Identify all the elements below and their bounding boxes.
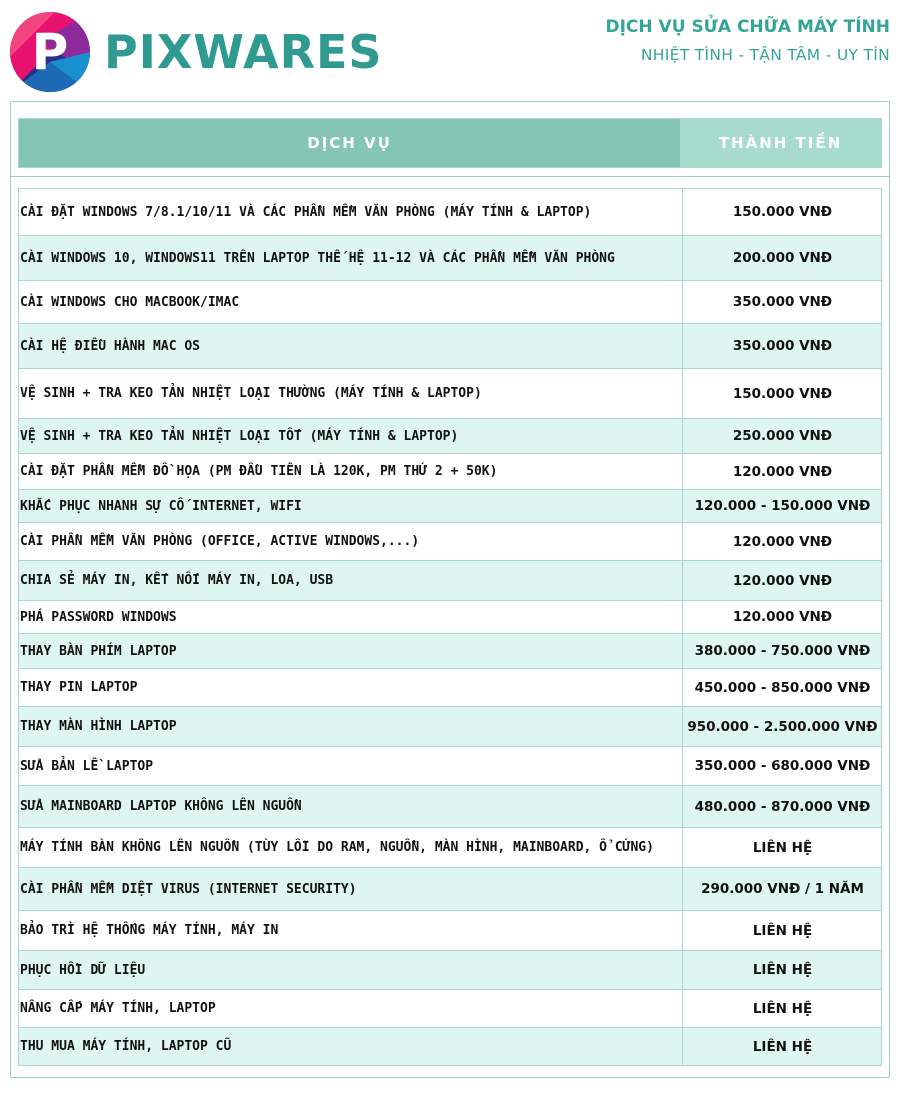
price-cell: LIÊN HỆ [683, 911, 882, 951]
price-cell: 350.000 VNĐ [683, 281, 882, 324]
price-cell: 290.000 VNĐ / 1 NĂM [683, 868, 882, 911]
service-cell: THAY BÀN PHÍM LAPTOP [19, 634, 683, 669]
price-cell: 120.000 VNĐ [683, 601, 882, 634]
table-row [19, 523, 882, 561]
service-cell: CÀI ĐẶT WINDOWS 7/8.1/10/11 VÀ CÁC PHẦN MỀM VĂN PHÒNG (MÁY TÍNH & LAPTOP) [19, 189, 683, 236]
header-price: THÀNH TIỀN [680, 119, 881, 167]
price-cell: LIÊN HỆ [683, 828, 882, 868]
price-cell: 250.000 VNĐ [683, 419, 882, 454]
table-header [18, 118, 882, 168]
tagline-line2: NHIỆT TÌNH - TẬN TÂM - UY TÍN [640, 46, 890, 64]
service-cell: CÀI PHẦN MỀM DIỆT VIRUS (INTERNET SECURITY) [19, 868, 683, 911]
service-cell: SỬA MAINBOARD LAPTOP KHÔNG LÊN NGUỒN [19, 786, 683, 828]
service-cell: KHẮC PHỤC NHANH SỰ CỐ INTERNET, WIFI [19, 490, 683, 523]
table-row [19, 951, 882, 990]
table-row [19, 490, 882, 523]
svg-text:P: P [31, 23, 69, 81]
price-cell: 380.000 - 750.000 VNĐ [683, 634, 882, 669]
table-row [19, 419, 882, 454]
table-row [19, 281, 882, 324]
table-row [19, 868, 882, 911]
price-cell: 120.000 VNĐ [683, 523, 882, 561]
price-cell: 200.000 VNĐ [683, 236, 882, 281]
header-service: DỊCH VỤ [19, 119, 680, 167]
service-cell: MÁY TÍNH BÀN KHÔNG LÊN NGUỒN (TÙY LỖI DO RAM, NGUỒN, MÀN HÌNH, MAINBOARD, Ổ CỨNG) [19, 828, 683, 868]
service-cell: CÀI ĐẶT PHẦN MỀM ĐỒ HỌA (PM ĐẦU TIÊN LÀ 120K, PM THỨ 2 + 50K) [19, 454, 683, 490]
service-cell: PHỤC HỒI DỮ LIỆU [19, 951, 683, 990]
price-cell: 350.000 - 680.000 VNĐ [683, 747, 882, 786]
header-divider [10, 176, 890, 177]
price-cell: 150.000 VNĐ [683, 189, 882, 236]
service-cell: THU MUA MÁY TÍNH, LAPTOP CŨ [19, 1028, 683, 1066]
price-cell: 350.000 VNĐ [683, 324, 882, 369]
price-cell: LIÊN HỆ [683, 1028, 882, 1066]
service-cell: PHÁ PASSWORD WINDOWS [19, 601, 683, 634]
service-cell: VỆ SINH + TRA KEO TẢN NHIỆT LOẠI THƯỜNG (MÁY TÍNH & LAPTOP) [19, 369, 683, 419]
pixwares-logo-icon [10, 12, 90, 92]
service-cell: VỆ SINH + TRA KEO TẢN NHIỆT LOẠI TỐT (MÁY TÍNH & LAPTOP) [19, 419, 683, 454]
price-cell: 120.000 - 150.000 VNĐ [683, 490, 882, 523]
service-cell: CÀI WINDOWS 10, WINDOWS11 TRÊN LAPTOP THẾ HỆ 11-12 VÀ CÁC PHẦN MỀM VĂN PHÒNG [19, 236, 683, 281]
table-row [19, 828, 882, 868]
tagline-line1: DỊCH VỤ SỬA CHỮA MÁY TÍNH [605, 17, 890, 37]
price-cell: 150.000 VNĐ [683, 369, 882, 419]
price-cell: 120.000 VNĐ [683, 561, 882, 601]
price-cell: 120.000 VNĐ [683, 454, 882, 490]
table-row [19, 911, 882, 951]
price-cell: 480.000 - 870.000 VNĐ [683, 786, 882, 828]
tagline [606, 16, 891, 66]
table-row [19, 1028, 882, 1066]
service-cell: CÀI PHẦN MỀM VĂN PHÒNG (OFFICE, ACTIVE WINDOWS,...) [19, 523, 683, 561]
table-row [19, 601, 882, 634]
table-row [19, 669, 882, 707]
table-row [19, 454, 882, 490]
table-row [19, 324, 882, 369]
price-table [18, 188, 882, 1066]
brand-name: PIXWARES [104, 25, 383, 79]
price-cell: 450.000 - 850.000 VNĐ [683, 669, 882, 707]
service-cell: NÂNG CẤP MÁY TÍNH, LAPTOP [19, 990, 683, 1028]
service-cell: CÀI WINDOWS CHO MACBOOK/IMAC [19, 281, 683, 324]
table-row [19, 189, 882, 236]
table-row [19, 634, 882, 669]
table-row [19, 707, 882, 747]
table-row [19, 990, 882, 1028]
service-cell: CHIA SẺ MÁY IN, KẾT NỐI MÁY IN, LOA, USB [19, 561, 683, 601]
price-cell: 950.000 - 2.500.000 VNĐ [683, 707, 882, 747]
table-row [19, 369, 882, 419]
table-row [19, 236, 882, 281]
price-cell: LIÊN HỆ [683, 951, 882, 990]
service-cell: THAY MÀN HÌNH LAPTOP [19, 707, 683, 747]
table-row [19, 747, 882, 786]
service-cell: BẢO TRÌ HỆ THỐNG MÁY TÍNH, MÁY IN [19, 911, 683, 951]
table-row [19, 786, 882, 828]
price-cell: LIÊN HỆ [683, 990, 882, 1028]
service-cell: CÀI HỆ ĐIỀU HÀNH MAC OS [19, 324, 683, 369]
service-cell: SỬA BẢN LỀ LAPTOP [19, 747, 683, 786]
service-cell: THAY PIN LAPTOP [19, 669, 683, 707]
table-row [19, 561, 882, 601]
